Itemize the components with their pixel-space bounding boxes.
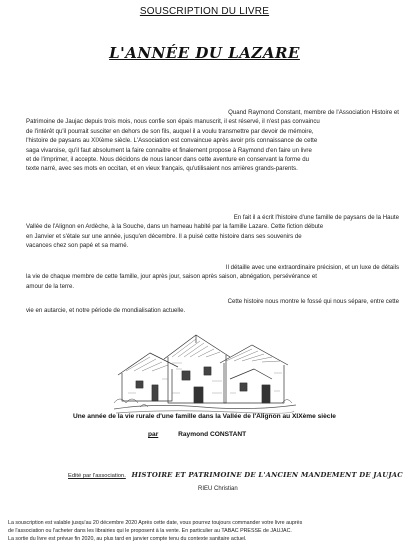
text-line: Quand Raymond Constant, membre de l'Association Histoire et [228,109,399,116]
story-paragraph [26,213,399,251]
text-line: saga vivaroise, qu'il faut absolument la faire connaitre et finalement propose à Raymond d'en faire un livre [26,146,312,154]
book-subtitle: Une année de la vie rurale d'une famille dans la Vallée de l'Alignon au XIXème siècle [73,413,336,420]
publisher-prefix: Edité par l'association. [68,473,126,479]
footer-line: de l'association ou l'acheter dans les librairies qui le proposent à la vente. En particulier au TABAC PRESSE de JAUJAC. [8,528,292,534]
text-line: en Janvier et s'étale sur une année, jusqu'en décembre. Il a puisé cette histoire dans ses souvenirs de [26,232,302,240]
text-line: Il détaille avec une extraordinaire précision, et un luxe de détails [225,264,399,271]
publisher-line [68,471,403,479]
text-line: Patrimoine de Jaujac depuis trois mois, nous confie son épais manuscrit, il est réservé, il n'est pas convaincu [26,118,320,126]
text-line: de l'intérêt qu'il pourrait susciter en dehors de son fils, auquel il a voulu transmettre par devoir de mémoire, [26,127,314,135]
author-byline [148,431,246,438]
book-title: L'ANNÉE DU LAZARE [109,44,300,62]
footer-line: La souscription est valable jusqu'au 20 décembre 2020 Après cette date, vous pourrez toujours commander votre livre auprès [8,520,303,526]
publisher-organisation: HISTOIRE ET PATRIMOINE DE L'ANCIEN MANDEMENT DE JAUJAC [131,471,403,479]
text-line: Cette histoire nous montre le fossé qui nous sépare, entre cette [227,298,399,305]
detail-paragraph [26,263,399,291]
byline-author: Raymond CONSTANT [178,431,247,438]
signature-name: RIEU Christian [198,486,238,492]
text-line: et de l'imprimer, il accepte. Nous décidons de nous lancer dans cette aventure en conservant la forme du [26,156,309,164]
closing-paragraph [26,297,399,316]
text-line: la vie de chaque membre de cette famille, jour après jour, saison après saison, abnégation, persévérance et [26,273,317,281]
text-line: l'histoire de paysans au XIXème siècle. L'Association est convaincue après avoir pris connaissance de cette [26,137,318,145]
intro-paragraph [26,108,399,174]
text-line: amour de la terre. [26,282,75,290]
text-line: vie en autarcie, et notre période de mondialisation actuelle. [26,307,186,315]
text-line: texte narré, avec ses mots en occitan, et en vieux français, qu'utilisaient nos arrières grands-parents. [26,165,298,173]
text-line: vacances chez son papé et sa mamé. [26,242,129,250]
footer-line: La sortie du livre est prévue fin 2020, au plus tard en janvier compte tenu du contexte sanitaire actuel. [8,536,247,542]
text-line: En fait il a écrit l'histoire d'une famille de paysans de la Haute [233,214,399,221]
subscription-footer [8,519,403,543]
text-line: Vallée de l'Alignon en Ardèche, à la Souche, dans un hameau habité par la famille Lazare. Cette fiction débute [26,223,324,231]
byline-par: par [148,431,159,438]
page-heading: SOUSCRIPTION DU LIVRE [139,6,270,17]
hamlet-sketch-illustration [112,323,298,416]
